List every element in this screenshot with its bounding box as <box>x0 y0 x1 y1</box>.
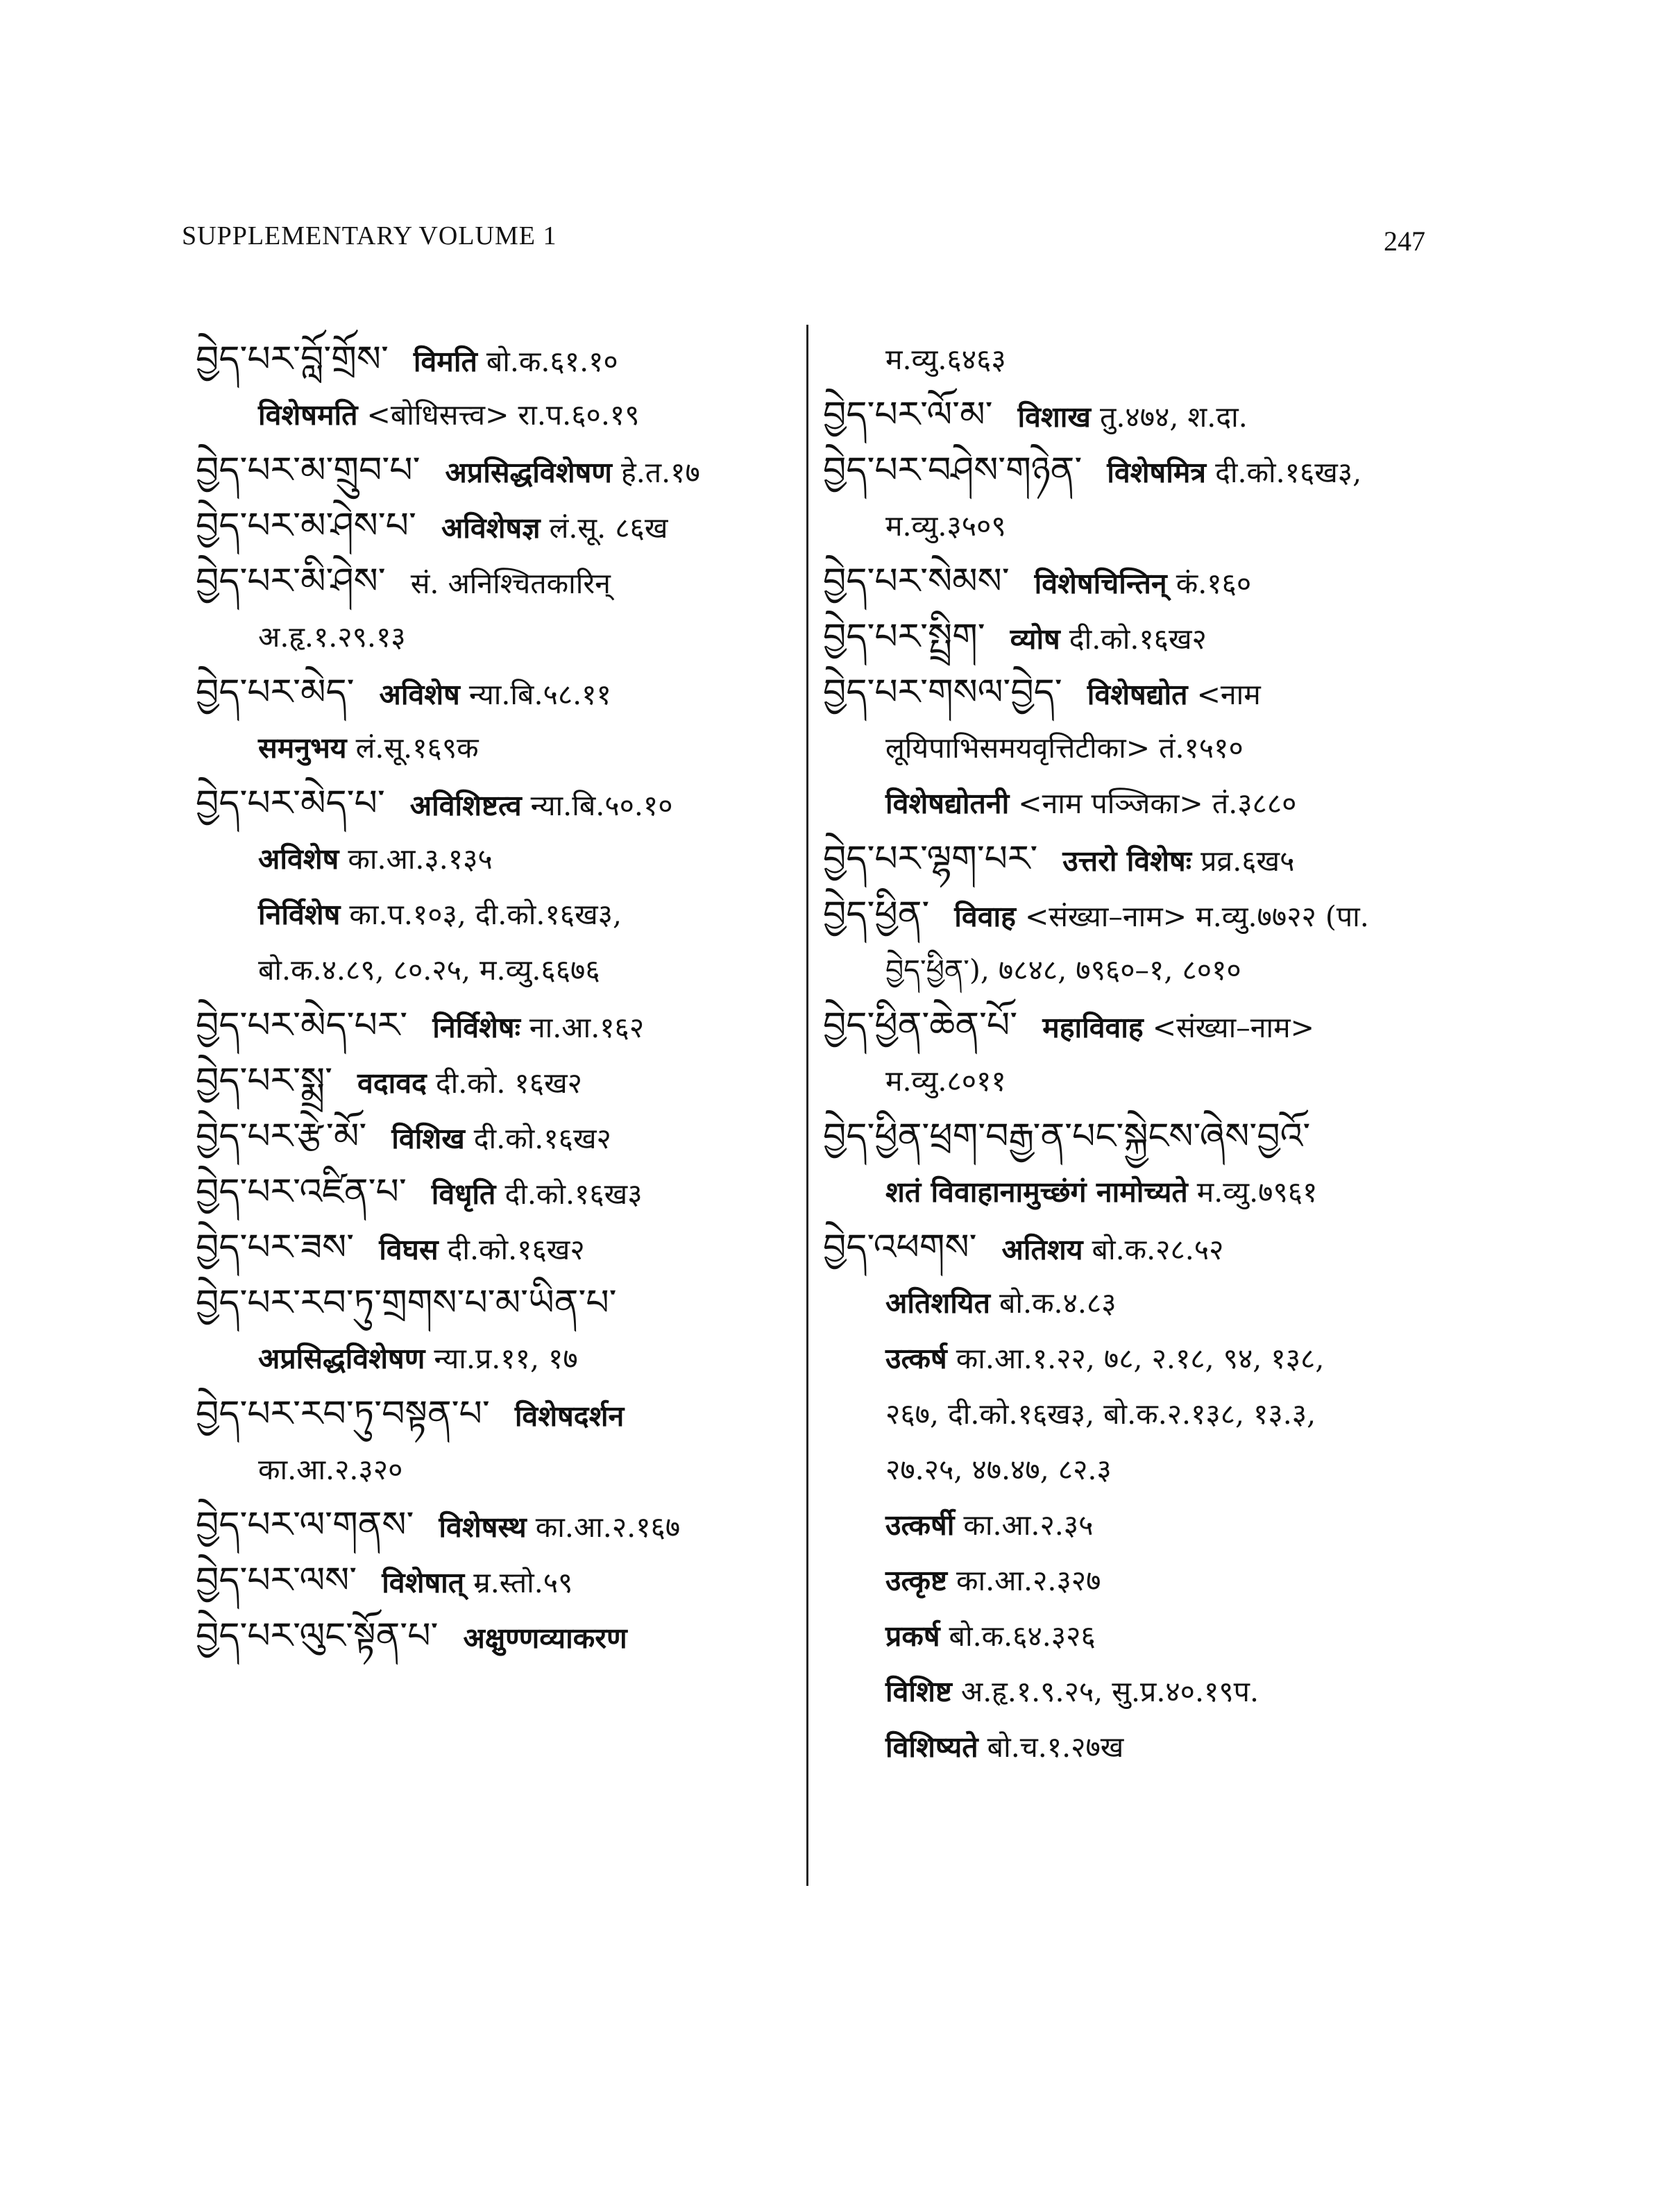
reference: दी.को. १६ख२ <box>426 1066 582 1100</box>
entry-line <box>196 1220 792 1275</box>
entry-line <box>823 1608 1448 1664</box>
entry-line <box>823 942 1448 998</box>
entry-line <box>196 1608 792 1664</box>
reference: ना.आ.१६२ <box>520 1011 645 1044</box>
sanskrit-equivalent: विशेषमति <box>258 398 358 432</box>
sanskrit-equivalent: उत्कृष्ट <box>885 1564 947 1597</box>
sanskrit-equivalent: अविशेषज्ञ <box>441 511 541 545</box>
sanskrit-equivalent: निर्विशेषः <box>432 1011 520 1044</box>
entry-line <box>823 665 1448 720</box>
reference: २६७, दी.को.१६ख३, बो.क.२.१३८, १३.३, <box>885 1397 1316 1431</box>
reference: का.आ.३.१३५ <box>339 842 493 876</box>
entry-line <box>196 443 792 498</box>
sanskrit-equivalent: अविशेष <box>258 842 339 876</box>
sanskrit-equivalent: प्रकर्ष <box>885 1619 940 1653</box>
sanskrit-equivalent: विशेषचिन्तिन् <box>1034 567 1167 600</box>
entry-line <box>196 498 792 554</box>
tibetan-headword: བྱེད་པར་བློ་གྲོས་ <box>196 339 389 380</box>
entry-line <box>823 1442 1448 1497</box>
sanskrit-equivalent: व्योष <box>1010 622 1060 656</box>
reference: लूयिपाभिसमयवृत्तिटीका> तं.१५१० <box>885 731 1244 765</box>
tibetan-headword: བྱེད་ཕྱིན་ཆེན་པོ་ <box>823 1005 1018 1046</box>
reference: न्या.प्र.११, १७ <box>425 1342 578 1375</box>
column-divider <box>806 325 808 1886</box>
sanskrit-equivalent: विघस <box>379 1233 439 1266</box>
reference: का.आ.२.१६७ <box>526 1511 681 1544</box>
entry-line <box>196 387 792 443</box>
tibetan-headword: བྱེད་པར་མེད་པ་ <box>196 783 385 824</box>
reference: न्या.बि.५८.११ <box>459 678 611 711</box>
reference: लं.सू.१६९क <box>346 731 479 765</box>
reference: बो.क.४.८९, ८०.२५, म.व्यु.६६७६ <box>258 953 600 987</box>
tibetan-headword: བྱེད་པར་ལ་གནས་ <box>196 1504 414 1546</box>
reference: का.प.१०३, दी.को.१६ख३, <box>340 898 622 931</box>
tibetan-headword: བྱེད་འཕགས་ <box>823 1227 977 1268</box>
reference: म.व्यु.७९६१ <box>1187 1175 1318 1209</box>
sanskrit-equivalent: विशेषद्योतनी <box>885 787 1010 820</box>
entry-line <box>196 887 792 942</box>
sanskrit-equivalent: विशेषद्योत <box>1087 678 1188 711</box>
reference: का.आ.२.३२७ <box>947 1564 1101 1597</box>
entry-line <box>196 942 792 998</box>
sanskrit-equivalent: अतिशय <box>1001 1233 1083 1266</box>
tibetan-headword: བྱེད་པར་རབ་ཏུ་གྲགས་པ་མ་ཡིན་པ་ <box>196 1282 617 1324</box>
reference: बो.क.६१.१० <box>477 345 618 378</box>
sanskrit-equivalent: विवाह <box>954 900 1016 933</box>
reference: བྱེད་ཕྱིན་), ७८४८, ७९६०–१, ८०१० <box>885 953 1241 987</box>
reference: प्रव्र.६ख५ <box>1191 844 1295 878</box>
tibetan-headword: བྱེད་པར་མ་གྲུབ་པ་ <box>196 450 421 491</box>
tibetan-headword: བྱེད་པར་སྨྲ་ <box>196 1060 333 1102</box>
entry-line <box>196 1275 792 1331</box>
tibetan-headword: བྱེད་པར་མེད་ <box>196 672 355 713</box>
sanskrit-equivalent: उत्कर्षी <box>885 1508 955 1542</box>
entry-line <box>196 1497 792 1553</box>
sanskrit-equivalent: विधृति <box>431 1177 496 1211</box>
sanskrit-equivalent: निर्विशेष <box>258 898 341 931</box>
reference: दी.को.१६ख२ <box>464 1122 611 1155</box>
tibetan-headword: བྱེད་པར་མེད་པར་ <box>196 1005 408 1046</box>
tibetan-headword: བྱེད་ཕྱིན་ <box>823 894 930 935</box>
reference: <नाम <box>1187 678 1261 711</box>
entry-line <box>823 443 1448 498</box>
entry-line <box>196 1164 792 1220</box>
entry-line <box>196 1331 792 1386</box>
reference: तु.४७४, श.दा. <box>1090 400 1248 434</box>
sanskrit-equivalent: विशेषात् <box>382 1566 465 1599</box>
reference: बो.क.२८.५२ <box>1083 1233 1224 1266</box>
sanskrit-equivalent: उत्तरो विशेषः <box>1062 844 1192 878</box>
tibetan-headword: བྱེད་པར་སེམས་ <box>823 561 1010 602</box>
entry-line <box>196 1442 792 1497</box>
sanskrit-equivalent: विशिष्ट <box>885 1675 952 1708</box>
sanskrit-equivalent: अविशेष <box>379 678 460 711</box>
entry-line <box>196 1553 792 1608</box>
tibetan-headword: བྱེད་པར་ལས་ <box>196 1560 357 1601</box>
entry-line <box>823 1386 1448 1442</box>
entry-line <box>823 831 1448 887</box>
sanskrit-equivalent: वदावद <box>357 1066 427 1100</box>
tibetan-headword: བྱེད་པར་ལུང་སྟོན་པ་ <box>196 1615 439 1657</box>
tibetan-headword: བྱེད་པར་བཤེས་གཉེན་ <box>823 450 1083 491</box>
entry-line <box>823 554 1448 609</box>
reference: अ.हृ.१.२९.१३ <box>258 620 406 654</box>
reference: अ.हृ.१.९.२५, सु.प्र.४०.१९प. <box>951 1675 1259 1708</box>
reference: म.व्यु.३५०९ <box>885 509 1006 543</box>
tibetan-headword: བྱེད་པར་རབ་ཏུ་བསྟན་པ་ <box>196 1393 490 1435</box>
reference: म.व्यु.६४६३ <box>885 343 1006 376</box>
entry-line <box>196 831 792 887</box>
tibetan-headword: བྱེད་པར་འཛིན་པ་ <box>196 1171 407 1213</box>
entry-line <box>196 609 792 665</box>
entry-line <box>823 776 1448 831</box>
reference: बो.क.६४.३२६ <box>940 1619 1096 1653</box>
reference: दी.को.१६ख२ <box>438 1233 585 1266</box>
tibetan-headword: བྱེད་པར་རྩེ་མོ་ <box>196 1116 367 1157</box>
entry-line <box>823 609 1448 665</box>
tibetan-headword: བྱེད་པར་སྤྲིག་ <box>823 616 985 658</box>
entry-line <box>196 332 792 387</box>
entry-line <box>823 1719 1448 1775</box>
entry-line <box>823 387 1448 443</box>
entry-line <box>196 998 792 1053</box>
entry-line <box>823 498 1448 554</box>
entry-line <box>823 1164 1448 1220</box>
entry-line <box>823 998 1448 1053</box>
reference: <संख्या–नाम> <box>1143 1011 1314 1044</box>
sanskrit-equivalent: अविशिष्टत्व <box>409 789 522 822</box>
sanskrit-equivalent: महाविवाह <box>1042 1011 1144 1044</box>
entry-line <box>823 1220 1448 1275</box>
reference: <नाम पञ्जिका> तं.३८८० <box>1009 787 1297 820</box>
reference: दी.को.१६ख३ <box>495 1177 643 1211</box>
reference: दी.को.१६ख२ <box>1060 622 1207 656</box>
reference: २७.२५, ४७.४७, ८२.३ <box>885 1453 1112 1486</box>
reference: का.आ.२.३२० <box>258 1453 403 1486</box>
entry-line <box>823 1664 1448 1719</box>
reference: का.आ.१.२२, ७८, २.१८, ९४, १३८, <box>947 1342 1325 1375</box>
entry-line <box>823 1331 1448 1386</box>
entry-line <box>823 1497 1448 1553</box>
reference: हे.त.१७ <box>611 456 700 489</box>
page-number: 247 <box>1384 226 1425 257</box>
sanskrit-equivalent: अतिशयित <box>885 1286 990 1320</box>
reference: न्या.बि.५०.१० <box>521 789 673 822</box>
entry-line <box>823 1553 1448 1608</box>
reference: म्र.स्तो.५९ <box>464 1566 573 1599</box>
sanskrit-equivalent: विशिष्यते <box>885 1730 978 1764</box>
entry-line <box>823 887 1448 942</box>
reference: बो.च.१.२७ख <box>978 1730 1124 1764</box>
sanskrit-equivalent: विशेषमित्र <box>1107 456 1207 489</box>
tibetan-headword: བྱེད་པར་མ་ཤེས་པ་ <box>196 505 416 547</box>
tibetan-headword: བྱེད་པར་མི་ཤེས་ <box>196 561 386 602</box>
entry-line <box>196 1053 792 1109</box>
reference: <संख्या–नाम> म.व्यु.७७२२ (पा. <box>1015 900 1369 933</box>
entry-line <box>823 332 1448 387</box>
reference: का.आ.२.३५ <box>954 1508 1094 1542</box>
sanskrit-equivalent: विशिख <box>391 1122 465 1155</box>
sanskrit-equivalent: शतं विवाहानामुच्छंगं नामोच्यते <box>885 1175 1188 1209</box>
entry-line <box>196 1109 792 1164</box>
tibetan-headword: བྱེད་པར་ལྷག་པར་ <box>823 838 1038 880</box>
reference: <बोधिसत्त्व> रा.प.६०.१९ <box>357 398 640 432</box>
reference: सं. अनिश्चितकारिन् <box>410 567 611 600</box>
sanskrit-equivalent: विमति <box>413 345 477 378</box>
right-column <box>823 332 1448 1775</box>
reference: दी.को.१६ख३, <box>1206 456 1362 489</box>
entry-line <box>823 1275 1448 1331</box>
tibetan-headword: བྱེད་པར་ལོ་མ་ <box>823 394 993 436</box>
tibetan-headword: བྱེད་པར་གསལ་བྱེད་ <box>823 672 1062 713</box>
reference: म.व्यु.८०११ <box>885 1064 1006 1098</box>
entry-line <box>196 554 792 609</box>
entry-line <box>196 1386 792 1442</box>
reference: कं.१६० <box>1166 567 1252 600</box>
entry-line <box>196 720 792 776</box>
entry-line <box>823 1053 1448 1109</box>
sanskrit-equivalent: विशेषस्थ <box>439 1511 527 1544</box>
sanskrit-equivalent: उत्कर्ष <box>885 1342 947 1375</box>
sanskrit-equivalent: विशाख <box>1017 400 1091 434</box>
reference: बो.क.४.८३ <box>990 1286 1117 1320</box>
entry-line <box>196 665 792 720</box>
sanskrit-equivalent: समनुभय <box>258 731 347 765</box>
entry-line <box>823 1109 1448 1164</box>
tibetan-headword: བྱེད་ཕྱིན་ཕྲག་བརྒྱ་ན་པང་སྐྱེངས་ཞེས་བྱའོ་ <box>823 1116 1311 1157</box>
sanskrit-equivalent: अप्रसिद्धविशेषण <box>258 1342 425 1375</box>
sanskrit-equivalent: अप्रसिद्धविशेषण <box>445 456 612 489</box>
reference: लं.सू. ८६ख <box>540 511 668 545</box>
entry-line <box>823 720 1448 776</box>
running-head: SUPPLEMENTARY VOLUME 1 <box>182 221 557 250</box>
left-column <box>196 332 792 1664</box>
tibetan-headword: བྱེད་པར་ཟས་ <box>196 1227 355 1268</box>
sanskrit-equivalent: विशेषदर्शन <box>514 1399 625 1433</box>
sanskrit-equivalent: अक्षुण्णव्याकरण <box>463 1622 627 1655</box>
entry-line <box>196 776 792 831</box>
